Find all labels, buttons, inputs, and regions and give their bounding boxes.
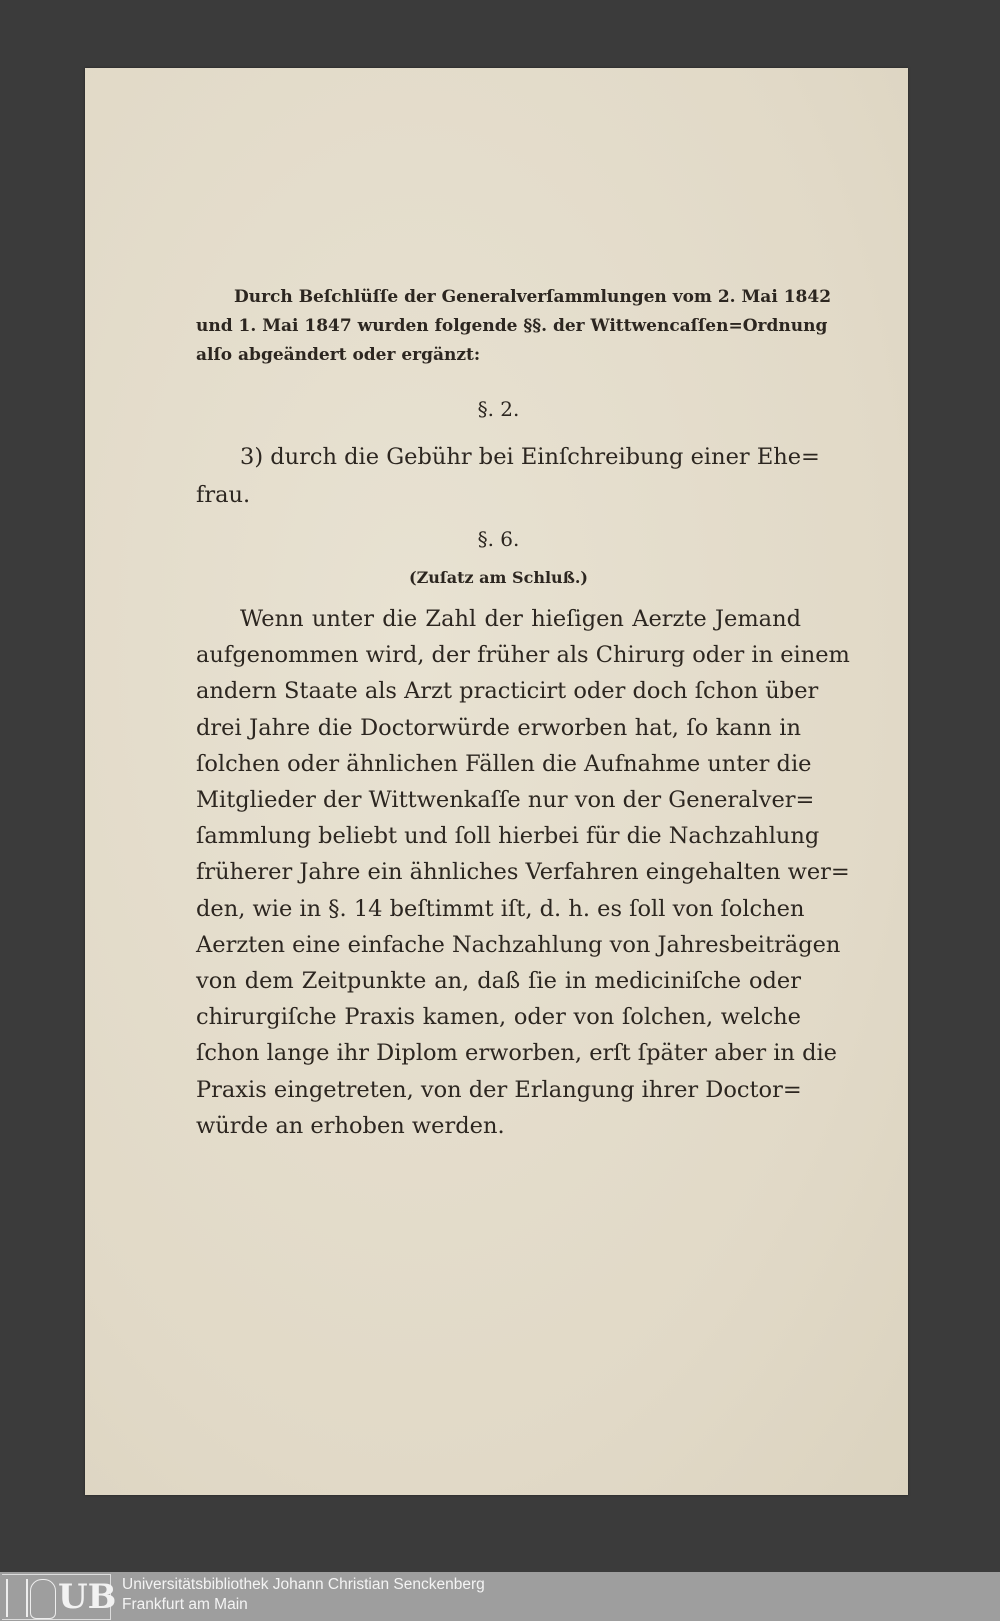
section-6-line: andern Staate als Arzt practicirt oder doch ſchon über xyxy=(196,678,819,705)
section-2-line: frau. xyxy=(196,482,251,508)
library-footer xyxy=(0,1572,1000,1621)
intro-line: und 1. Mai 1847 wurden folgende §§. der Wittwencaſſen=Ordnung xyxy=(196,316,828,336)
section-6-line: den, wie in §. 14 beſtimmt iſt, d. h. es ſoll von ſolchen xyxy=(196,895,805,922)
library-logo xyxy=(2,1574,117,1620)
section-2-line: 3) durch die Gebühr bei Einſchreibung einer Ehe= xyxy=(240,444,820,470)
section-6-line: Aerzten eine einfache Nachzahlung von Jahresbeiträgen xyxy=(196,931,841,958)
portrait-icon xyxy=(30,1579,56,1619)
section-6-line: aufgenommen wird, der früher als Chirurg oder in einem xyxy=(196,642,850,669)
intro-line: alſo abgeändert oder ergänzt: xyxy=(196,345,481,365)
section-6-line: Wenn unter die Zahl der hieſigen Aerzte Jemand xyxy=(240,606,801,632)
section-6-line: drei Jahre die Doctorwürde erworben hat, ſo kann in xyxy=(196,714,801,741)
section-6-line: ſammlung beliebt und ſoll hierbei für die Nachzahlung xyxy=(196,823,820,850)
section-6-line: Mitglieder der Wittwenkaſſe nur von der Generalver= xyxy=(196,787,815,813)
logo-text: UB xyxy=(58,1577,117,1617)
section-6-line: ſchon lange ihr Diplom erworben, erſt ſpäter aber in die xyxy=(196,1040,837,1067)
columns-icon xyxy=(6,1579,28,1617)
intro-line: Durch Beſchlüſſe der Generalverſammlungen vom 2. Mai 1842 xyxy=(234,287,832,307)
section-6-subheading: (Zuſatz am Schluß.) xyxy=(409,568,588,587)
section-6-heading: §. 6. xyxy=(477,527,520,551)
library-name: Universitätsbibliothek Johann Christian Senckenberg xyxy=(122,1576,485,1593)
section-6-line: würde an erhoben werden. xyxy=(196,1112,505,1139)
section-6-line: von dem Zeitpunkte an, daß ſie in mediciniſche oder xyxy=(196,968,801,994)
section-2-heading: §. 2. xyxy=(477,397,520,421)
section-6-line: chirurgiſche Praxis kamen, oder von ſolchen, welche xyxy=(196,1004,801,1031)
section-6-line: ſolchen oder ähnlichen Fällen die Aufnahme unter die xyxy=(196,750,812,777)
library-city: Frankfurt am Main xyxy=(122,1596,248,1613)
document-page xyxy=(85,68,908,1495)
section-6-line: früherer Jahre ein ähnliches Verfahren eingehalten wer= xyxy=(196,859,850,886)
section-6-line: Praxis eingetreten, von der Erlangung ihrer Doctor= xyxy=(196,1076,802,1103)
